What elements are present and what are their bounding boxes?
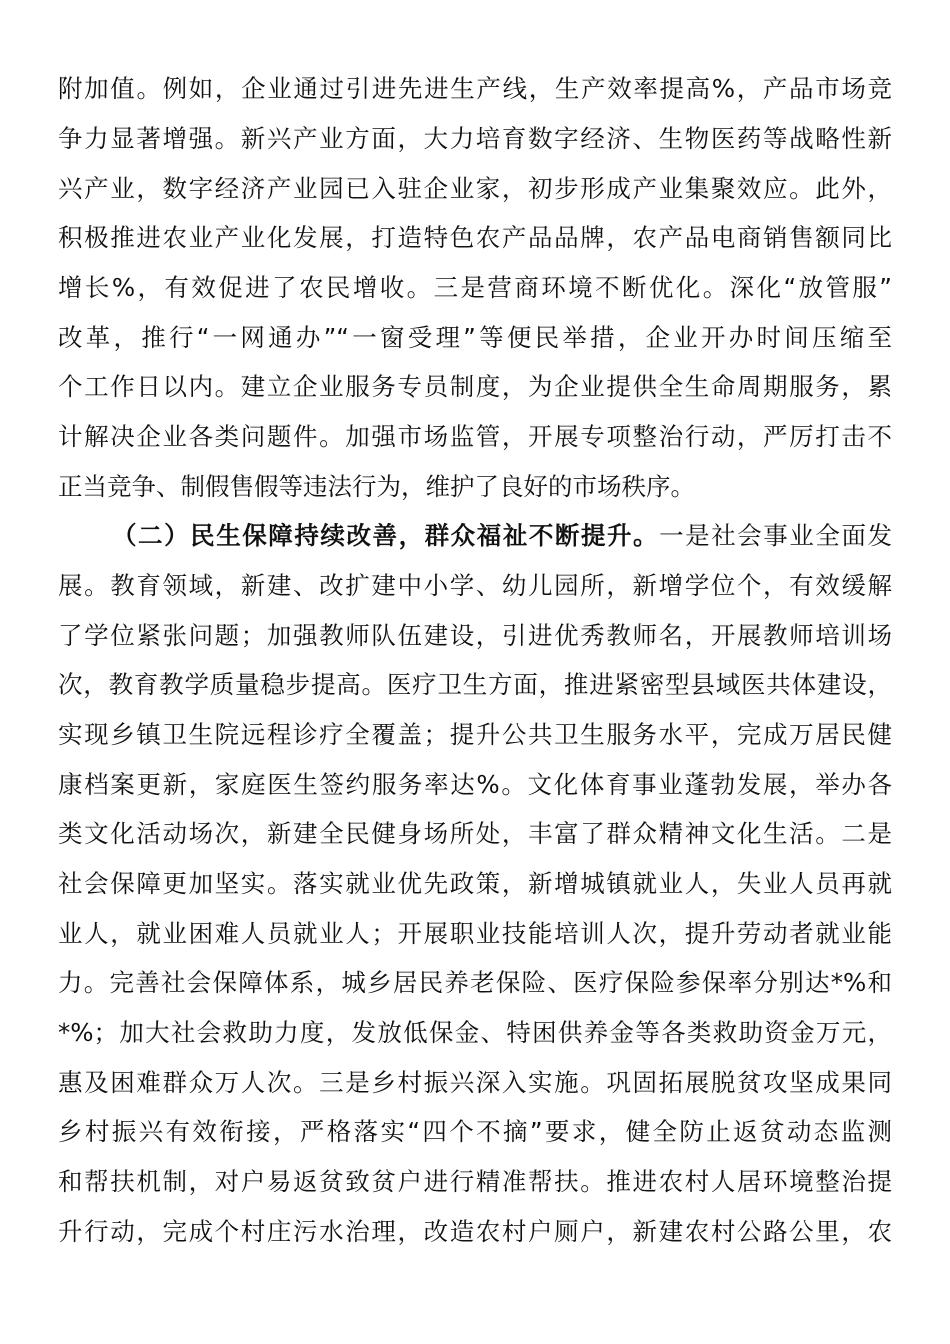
paragraph-line: 展。教育领域，新建、改扩建中小学、幼儿园所，新增学位个，有效缓解: [58, 571, 892, 600]
paragraph-line: 和帮扶机制，对户易返贫致贫户进行精准帮扶。推进农村人居环境整治提: [58, 1167, 892, 1196]
paragraph-line: 个工作日以内。建立企业服务专员制度，为企业提供全生命周期服务，累: [58, 372, 892, 401]
paragraph-line: 次，教育教学质量稳步提高。医疗卫生方面，推进紧密型县域医共体建设，: [58, 670, 892, 699]
paragraph-line: 兴产业，数字经济产业园已入驻企业家，初步形成产业集聚效应。此外，: [58, 174, 892, 203]
paragraph-line: 升行动，完成个村庄污水治理，改造农村户厕户，新建农村公路公里，农: [58, 1217, 892, 1246]
paragraph-line: 业人，就业困难人员就业人；开展职业技能培训人次，提升劳动者就业能: [58, 919, 892, 948]
paragraph-line: 社会保障更加坚实。落实就业优先政策，新增城镇就业人，失业人员再就: [58, 869, 892, 898]
paragraph-line: 了学位紧张问题；加强教师队伍建设，引进优秀教师名，开展教师培训场: [58, 621, 892, 650]
paragraph-line: 改革，推行“一网通办”“一窗受理”等便民举措，企业开办时间压缩至: [58, 323, 892, 352]
paragraph-line: 康档案更新，家庭医生签约服务率达%。文化体育事业蓬勃发展，举办各: [58, 770, 892, 799]
paragraph-line: 力。完善社会保障体系，城乡居民养老保险、医疗保险参保率分别达*%和: [58, 968, 892, 997]
paragraph-line: 惠及困难群众万人次。三是乡村振兴深入实施。巩固拓展脱贫攻坚成果同: [58, 1068, 892, 1097]
section-heading: （二）民生保障持续改善，群众福祉不断提升。: [112, 521, 660, 550]
paragraph-line: 增长%，有效促进了农民增收。三是营商环境不断优化。深化“放管服”: [58, 273, 892, 302]
paragraph-line: *%；加大社会救助力度，发放低保金、特困供养金等各类救助资金万元，: [58, 1018, 892, 1047]
paragraph-line: 计解决企业各类问题件。加强市场监管，开展专项整治行动，严厉打击不: [58, 422, 892, 451]
paragraph-line: 类文化活动场次，新建全民健身场所处，丰富了群众精神文化生活。二是: [58, 819, 892, 848]
paragraph-line: 积极推进农业产业化发展，打造特色农产品品牌，农产品电商销售额同比: [58, 223, 892, 252]
section-heading-line: [112, 516, 892, 556]
paragraph-line: 争力显著增强。新兴产业方面，大力培育数字经济、生物医药等战略性新: [58, 124, 892, 153]
paragraph-line: 乡村振兴有效衔接，严格落实“四个不摘”要求，健全防止返贫动态监测: [58, 1117, 892, 1146]
paragraph-line: 附加值。例如，企业通过引进先进生产线，生产效率提高%，产品市场竞: [58, 74, 892, 103]
paragraph-line: 正当竞争、制假售假等违法行为，维护了良好的市场秩序。: [58, 472, 695, 501]
section-heading-rest: 一是社会事业全面发: [659, 521, 892, 550]
paragraph-line: 实现乡镇卫生院远程诊疗全覆盖；提升公共卫生服务水平，完成万居民健: [58, 720, 892, 749]
